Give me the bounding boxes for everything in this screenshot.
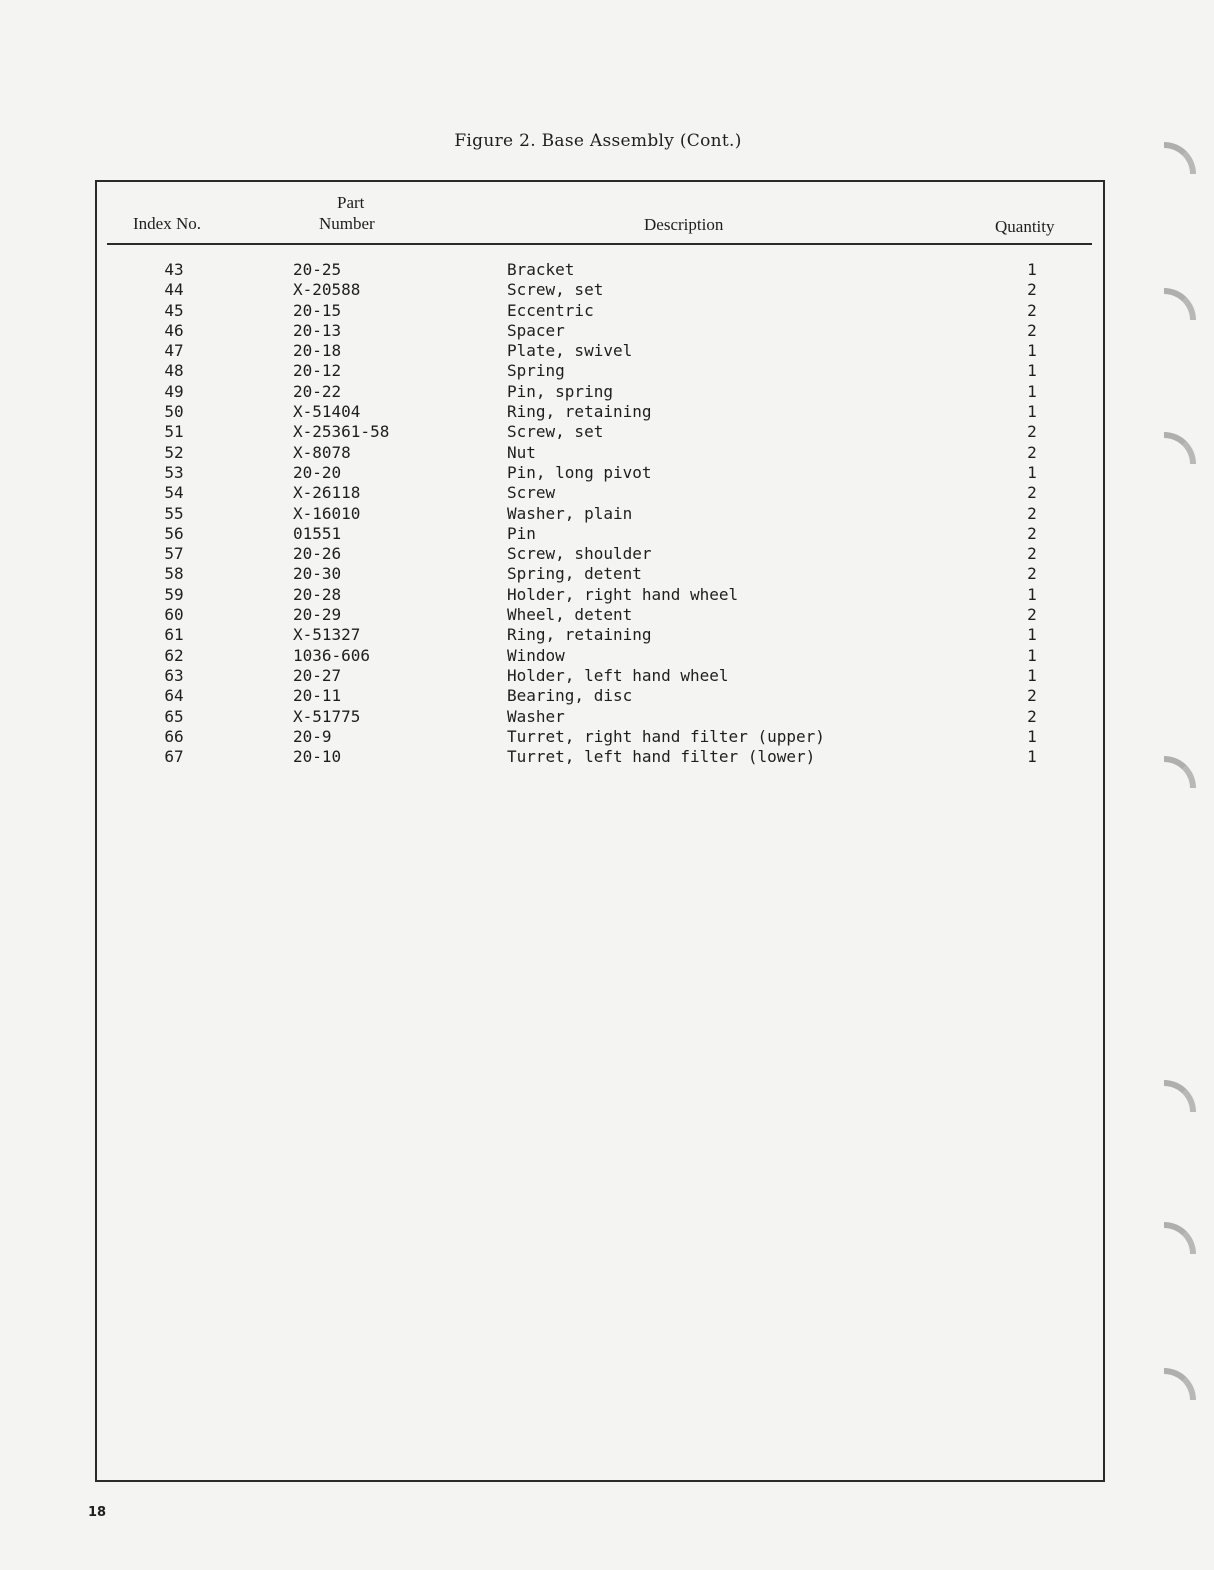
cell-part-number: 20-18 <box>293 341 342 361</box>
header-part-line1: Part <box>337 193 365 212</box>
cell-description: Ring, retaining <box>507 402 652 422</box>
cell-quantity: 1 <box>1027 747 1037 767</box>
cell-quantity: 1 <box>1027 260 1037 279</box>
table-header <box>97 182 1103 244</box>
cell-description: Eccentric <box>507 300 594 320</box>
table-row <box>97 341 1103 361</box>
table-row <box>97 321 1103 341</box>
cell-quantity: 1 <box>1027 665 1037 685</box>
cell-index: 45 <box>164 300 184 320</box>
cell-part-number: 20-9 <box>293 726 332 746</box>
table-body <box>97 260 1103 767</box>
punch-hole-mark <box>1164 1080 1196 1112</box>
cell-part-number: X-51327 <box>293 625 361 645</box>
cell-part-number: 20-25 <box>293 260 342 279</box>
parts-table <box>95 180 1105 1482</box>
table-row <box>97 666 1103 686</box>
cell-index: 63 <box>164 665 184 685</box>
table-row <box>97 402 1103 422</box>
cell-part-number: 01551 <box>293 523 342 543</box>
table-row <box>97 625 1103 645</box>
cell-part-number: 1036-606 <box>293 645 371 665</box>
cell-part-number: X-8078 <box>293 442 351 462</box>
table-row <box>97 564 1103 584</box>
cell-description: Washer <box>507 706 565 726</box>
cell-description: Spacer <box>507 320 565 340</box>
cell-quantity: 2 <box>1027 605 1037 625</box>
cell-description: Screw <box>507 483 556 503</box>
cell-quantity: 2 <box>1027 280 1037 300</box>
cell-description: Window <box>507 645 565 665</box>
cell-quantity: 2 <box>1027 523 1037 543</box>
table-row <box>97 605 1103 625</box>
cell-description: Pin, long pivot <box>507 462 652 482</box>
header-index: Index No. <box>133 214 201 233</box>
table-row <box>97 646 1103 666</box>
header-rule <box>107 243 1092 245</box>
cell-quantity: 2 <box>1027 483 1037 503</box>
punch-hole-mark <box>1164 756 1196 788</box>
table-row <box>97 422 1103 442</box>
cell-index: 49 <box>164 381 184 401</box>
cell-description: Screw, set <box>507 422 604 442</box>
cell-part-number: 20-29 <box>293 605 342 625</box>
cell-quantity: 2 <box>1027 422 1037 442</box>
cell-index: 46 <box>164 320 184 340</box>
cell-part-number: 20-13 <box>293 320 342 340</box>
punch-hole-mark <box>1164 288 1196 320</box>
cell-part-number: X-25361-58 <box>293 422 390 442</box>
cell-part-number: 20-22 <box>293 381 342 401</box>
cell-description: Plate, swivel <box>507 341 633 361</box>
cell-index: 48 <box>164 361 184 381</box>
cell-description: Bearing, disc <box>507 686 633 706</box>
cell-quantity: 2 <box>1027 686 1037 706</box>
cell-quantity: 2 <box>1027 503 1037 523</box>
cell-part-number: 20-12 <box>293 361 342 381</box>
table-row <box>97 544 1103 564</box>
cell-index: 50 <box>164 402 184 422</box>
cell-description: Holder, right hand wheel <box>507 584 739 604</box>
cell-description: Holder, left hand wheel <box>507 665 729 685</box>
punch-hole-mark <box>1164 1222 1196 1254</box>
cell-part-number: 20-15 <box>293 300 342 320</box>
cell-description: Washer, plain <box>507 503 633 523</box>
cell-index: 57 <box>164 544 184 564</box>
cell-part-number: X-26118 <box>293 483 361 503</box>
table-row <box>97 483 1103 503</box>
table-row <box>97 301 1103 321</box>
cell-part-number: X-20588 <box>293 280 361 300</box>
cell-part-number: X-51775 <box>293 706 361 726</box>
cell-index: 44 <box>164 280 184 300</box>
cell-description: Turret, right hand filter (upper) <box>507 726 825 746</box>
cell-description: Pin <box>507 523 536 543</box>
cell-part-number: X-51404 <box>293 402 361 422</box>
cell-description: Bracket <box>507 260 575 279</box>
cell-index: 60 <box>164 605 184 625</box>
cell-quantity: 2 <box>1027 300 1037 320</box>
cell-index: 53 <box>164 462 184 482</box>
cell-index: 55 <box>164 503 184 523</box>
cell-description: Screw, set <box>507 280 604 300</box>
cell-index: 59 <box>164 584 184 604</box>
cell-description: Spring <box>507 361 565 381</box>
cell-quantity: 1 <box>1027 361 1037 381</box>
table-row <box>97 707 1103 727</box>
table-row <box>97 686 1103 706</box>
cell-quantity: 2 <box>1027 544 1037 564</box>
punch-hole-mark <box>1164 432 1196 464</box>
table-row <box>97 524 1103 544</box>
cell-index: 67 <box>164 747 184 767</box>
cell-part-number: 20-27 <box>293 665 342 685</box>
cell-quantity: 2 <box>1027 442 1037 462</box>
table-row <box>97 504 1103 524</box>
cell-description: Pin, spring <box>507 381 613 401</box>
page-number: 18 <box>88 1505 107 1520</box>
page-title: Figure 2. Base Assembly (Cont.) <box>454 131 742 151</box>
cell-part-number: 20-11 <box>293 686 342 706</box>
cell-part-number: 20-10 <box>293 747 342 767</box>
cell-part-number: 20-20 <box>293 462 342 482</box>
cell-index: 65 <box>164 706 184 726</box>
cell-index: 54 <box>164 483 184 503</box>
cell-quantity: 1 <box>1027 645 1037 665</box>
cell-quantity: 2 <box>1027 706 1037 726</box>
cell-quantity: 2 <box>1027 564 1037 584</box>
cell-part-number: 20-28 <box>293 584 342 604</box>
cell-description: Screw, shoulder <box>507 544 652 564</box>
table-row <box>97 260 1103 280</box>
cell-description: Nut <box>507 442 536 462</box>
table-row <box>97 443 1103 463</box>
cell-index: 58 <box>164 564 184 584</box>
cell-part-number: 20-30 <box>293 564 342 584</box>
cell-quantity: 1 <box>1027 625 1037 645</box>
cell-description: Wheel, detent <box>507 605 633 625</box>
cell-index: 43 <box>164 260 184 279</box>
cell-quantity: 1 <box>1027 462 1037 482</box>
table-row <box>97 361 1103 381</box>
cell-description: Spring, detent <box>507 564 642 584</box>
table-row <box>97 463 1103 483</box>
cell-quantity: 1 <box>1027 381 1037 401</box>
cell-index: 47 <box>164 341 184 361</box>
cell-index: 61 <box>164 625 184 645</box>
table-row <box>97 585 1103 605</box>
cell-part-number: 20-26 <box>293 544 342 564</box>
cell-quantity: 1 <box>1027 341 1037 361</box>
cell-index: 62 <box>164 645 184 665</box>
table-row <box>97 747 1103 767</box>
header-description: Description <box>644 215 724 234</box>
table-row <box>97 727 1103 747</box>
cell-index: 52 <box>164 442 184 462</box>
cell-part-number: X-16010 <box>293 503 361 523</box>
cell-index: 51 <box>164 422 184 442</box>
cell-quantity: 1 <box>1027 402 1037 422</box>
cell-quantity: 1 <box>1027 726 1037 746</box>
table-row <box>97 382 1103 402</box>
cell-index: 64 <box>164 686 184 706</box>
cell-index: 56 <box>164 523 184 543</box>
cell-index: 66 <box>164 726 184 746</box>
punch-hole-mark <box>1164 1368 1196 1400</box>
table-row <box>97 280 1103 300</box>
header-part-line2: Number <box>319 214 375 233</box>
cell-description: Turret, left hand filter (lower) <box>507 747 816 767</box>
cell-description: Ring, retaining <box>507 625 652 645</box>
cell-quantity: 1 <box>1027 584 1037 604</box>
cell-quantity: 2 <box>1027 320 1037 340</box>
header-quantity: Quantity <box>995 217 1055 236</box>
